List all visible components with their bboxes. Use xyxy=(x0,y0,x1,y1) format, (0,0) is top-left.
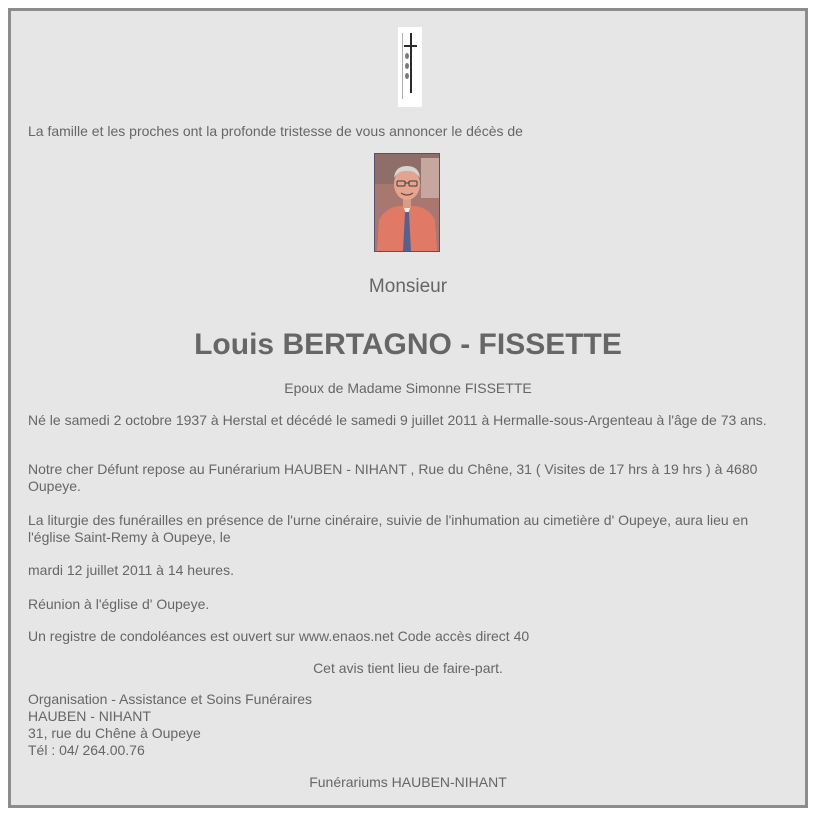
honorific: Monsieur xyxy=(368,276,448,297)
deceased-name: Louis BERTAGNO - FISSETTE xyxy=(194,328,622,361)
organisation-line-1: Organisation - Assistance et Soins Funéraires xyxy=(28,691,313,707)
footer-text: Funérariums HAUBEN-NIHANT xyxy=(309,774,507,790)
birth-death-text: Né le samedi 2 octobre 1937 à Herstal et décédé le samedi 9 juillet 2011 à Hermalle-sous-Argenteau à l'âge de 73 ans. xyxy=(28,412,767,428)
organisation-block xyxy=(28,691,788,759)
liturgy-text: La liturgie des funérailles en présence de l'urne cinéraire, suivie de l'inhumation au cimetière d' Oupeye, aura lieu en l'église Saint-Remy à Oupeye, le xyxy=(28,512,749,545)
spouse-line: Epoux de Madame Simonne FISSETTE xyxy=(284,380,532,396)
register-text: Un registre de condoléances est ouvert sur www.enaos.net Code accès direct 40 xyxy=(28,628,530,644)
rest-text: Notre cher Défunt repose au Funérarium HAUBEN - NIHANT , Rue du Chêne, 31 ( Visites de 17 hrs à 19 hrs ) à 4680 Oupeye. xyxy=(28,461,758,494)
ceremony-date: mardi 12 juillet 2011 à 14 heures. xyxy=(28,562,234,578)
intro-text: La famille et les proches ont la profonde tristesse de vous annoncer le décès de xyxy=(28,123,523,139)
notice-text: Cet avis tient lieu de faire-part. xyxy=(313,660,503,676)
deceased-photo xyxy=(374,153,440,252)
organisation-line-3: 31, rue du Chêne à Oupeye xyxy=(28,725,201,741)
meeting-text: Réunion à l'église d' Oupeye. xyxy=(28,596,210,612)
organisation-phone: Tél : 04/ 264.00.76 xyxy=(28,742,145,758)
obituary-card xyxy=(8,8,808,808)
cross-emblem-icon xyxy=(398,27,422,107)
organisation-line-2: HAUBEN - NIHANT xyxy=(28,708,151,724)
